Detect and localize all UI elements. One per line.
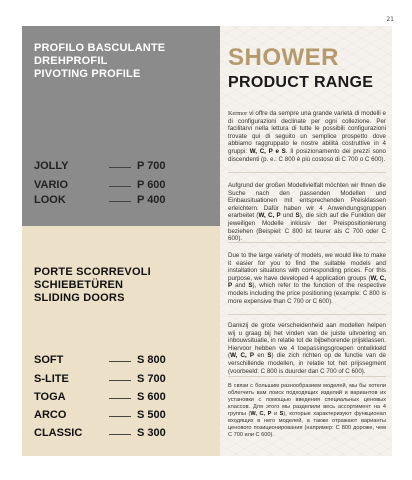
group-letters: S [248,282,253,290]
paragraph-text: en [254,352,268,360]
paragraph-italian [228,110,386,163]
product-row [34,427,212,441]
group-letters: W, C, P [250,411,272,417]
paragraph-text: Due to the large variety of models, we would like to make it easier for you to find the suitable models and installation situations with corresponding prices. For this purpose, we have developed 4 application groups ( [228,252,386,282]
product-row [34,179,212,193]
product-code: S 600 [137,391,166,403]
dash-divider [109,398,131,399]
sliding-section-title [34,266,151,305]
paragraph-german [228,182,386,243]
title-line-de: SCHIEBETÜREN [34,279,124,291]
group-letters: W, C, P [230,352,255,360]
dash-divider [109,186,131,187]
product-name: SOFT [34,354,64,366]
dash-divider [109,361,131,362]
divider [228,376,386,377]
title-line-de: DREHPROFIL [34,55,108,67]
product-row [34,409,212,423]
paragraph-text: Dankzij de grote verscheidenheid aan modellen helpen wij u graag bij het vinden van de juiste uitvoering en inbouwsituatie, in relatie tot de bijbehorende prijsklassen. Hiervoor hebben we 4 toepassingsgroepen ontwikkeld ( [228,322,386,360]
title-line-en: PIVOTING PROFILE [34,68,141,80]
product-name: TOGA [34,391,66,403]
paragraph-text: ) die zich richten op de functie van de verschillende modellen, in relatie tot het prijssegment (voorbeeld: C 800 is duurder dan C 700 of C 600). [228,352,386,375]
title-line-it: PORTE SCORREVOLI [34,266,151,278]
product-row [34,160,212,174]
dash-divider [109,434,131,435]
product-name: S-LITE [34,373,69,385]
dash-divider [109,201,131,202]
divider [228,172,386,173]
sliding-doors-panel [22,226,220,456]
product-name: LOOK [34,194,66,206]
paragraph-text: . Il posizionamento dei prezzi sono discendenti (p. e.: C 800 è più costoso di C 700 o C 600). [228,147,386,163]
dash-divider [109,416,131,417]
product-code: S 500 [137,409,166,421]
group-letters: W, C, P e S [249,147,286,155]
product-code: S 300 [137,427,166,439]
product-row [34,194,212,208]
divider [228,242,386,243]
paragraph-english [228,252,386,305]
paragraph-dutch [228,322,386,375]
pivoting-profile-panel [22,26,220,226]
product-name: VARIO [34,179,69,191]
group-letters: W, C, P [228,274,386,290]
paragraph-text: ), which refer to the function of the respective models including the price positioning (example: C 800 is more expensive than C 700 or C 600). [228,282,386,305]
product-name: ARCO [34,409,67,421]
product-code: P 600 [137,179,166,191]
product-code: P 400 [137,194,166,206]
product-name: CLASSIC [34,427,83,439]
paragraph-russian [228,383,386,439]
pivoting-section-title [34,42,165,81]
brand-name: Kermor [228,110,248,117]
group-letters: S [267,352,272,360]
product-name: JOLLY [34,160,69,172]
group-letters: S [279,411,284,417]
group-letters: S [295,212,300,220]
title-line-en: SLIDING DOORS [34,292,125,304]
paragraph-text: Aufgrund der großen Modellvielfalt möchten wir Ihnen die Suche nach den passenden Modellen und Einbausituationen mit entsprechenden Preisklassen erleichtern. Dafür haben wir 4 Anwendungsgruppen erarbeitet ( [228,182,386,220]
shower-title: SHOWER [228,44,339,71]
product-range-title: PRODUCT RANGE [228,74,374,91]
paragraph-text: ), которые характеризуют функционал входящих в него моделей, а также отражают варианты ценового позиционирования (например: C 800 дороже, чем C 700 или C 600). [228,411,387,438]
paragraph-text: и [271,411,280,417]
product-row [34,391,212,405]
product-code: P 700 [137,160,166,172]
product-code: S 700 [137,373,166,385]
paragraph-text: und [280,212,296,220]
page-number: 21 [386,16,394,23]
description-column [220,26,392,456]
title-line-it: PROFILO BASCULANTE [34,42,166,54]
product-code: S 800 [137,354,166,366]
product-row [34,354,212,368]
paragraph-text: В связи с большим разнообразием моделей, мы бы хотели облегчить вам поиск подходящих изделий и вариантов их установки с помощью введения специальных ценовых классов. Для этого мы разделили весь ассортимент на 4 группы ( [228,383,386,417]
dash-divider [109,167,131,168]
dash-divider [109,380,131,381]
product-row [34,373,212,387]
paragraph-text: vi offre da sempre una grande varietà di modelli e di configurazioni declinate per ogni collezione. Per facilitarvi nella lettura di tutte le possibili configurazioni trovate qui di seguito un semplice prospetto dove abbiamo raggruppato le nostre abilità costruttive in 4 gruppi: [228,110,386,155]
paragraph-text: and [232,282,249,290]
group-letters: W, C, P [258,212,281,220]
paragraph-text: ), die sich auf die Funktion der jeweiligen Modelle inklusiv der Preispositionierung beziehen (Beispiel: C 800 ist teurer als C 700 oder C 600). [228,212,387,243]
divider [228,314,386,315]
